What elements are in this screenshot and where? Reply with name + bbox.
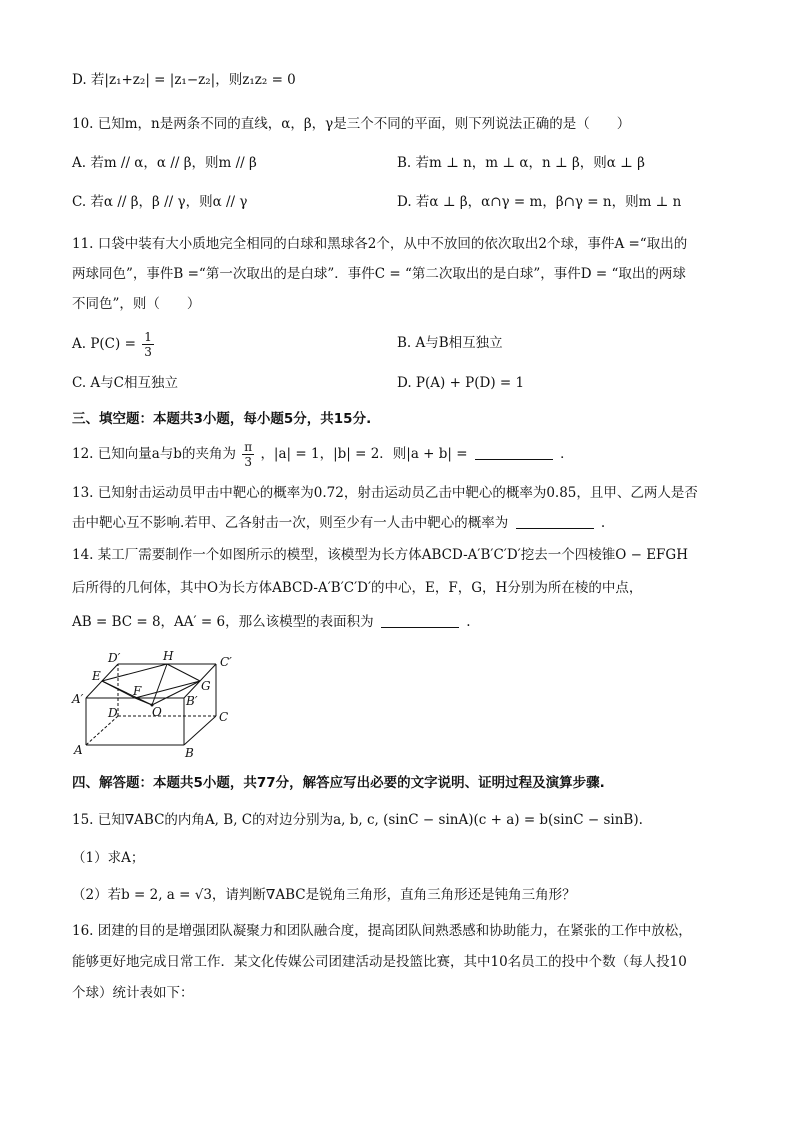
q14-line-2: 后所得的几何体，其中O为长方体ABCD-A′B′C′D′的中心，E，F，G，H分别为所在棱的中点，	[72, 580, 643, 596]
label-D: D	[108, 706, 118, 720]
q13-line-2	[72, 513, 605, 533]
edge-EH	[102, 664, 167, 681]
section-3-heading: 三、填空题：本题共3小题，每小题5分，共15分.	[72, 411, 372, 427]
q15-part-1: （1）求A；	[72, 850, 145, 866]
q13-answer-blank[interactable]	[516, 514, 594, 529]
q11-option-a	[72, 326, 156, 362]
q12-fraction	[242, 440, 254, 469]
q15-line-1: 15. 已知∇ABC的内角A, B, C的对边分别为a, b, c, (sinC − sinA)(c + a) = b(sinC − sinB).	[72, 812, 643, 828]
edge-HG	[167, 664, 200, 681]
label-O: O	[152, 705, 162, 719]
edge-DA	[86, 716, 118, 745]
q13-line-1: 13. 已知射击运动员甲击中靶心的概率为0.72，射击运动员乙击中靶心的概率为0.85，且甲、乙两人是否	[72, 485, 698, 501]
label-D1: D′	[108, 651, 121, 665]
label-A: A	[74, 743, 83, 757]
label-F: F	[133, 684, 142, 698]
q10-option-a: A. 若m // α，α // β，则m // β	[72, 155, 257, 171]
q14-line-3-text: AB = BC = 8，AA′ = 6，那么该模型的表面积为	[72, 614, 374, 630]
q12-end: ．	[560, 446, 574, 462]
label-C1: C′	[220, 655, 232, 669]
q11-a-denominator: 3	[144, 345, 152, 359]
label-E: E	[92, 669, 101, 683]
q11-option-b: B. A与B相互独立	[397, 335, 503, 351]
q16-line-1: 16. 团建的目的是增强团队凝聚力和团队融合度，提高团队间熟悉感和协助能力，在紧张的工作中放松，	[72, 923, 692, 939]
edge-FO	[135, 698, 152, 705]
q12-line	[72, 436, 574, 472]
label-G: G	[201, 679, 211, 693]
q16-line-2: 能够更好地完成日常工作．某文化传媒公司团建活动是投篮比赛，其中10名员工的投中个数（每人投10	[72, 954, 687, 970]
q13-end: .	[600, 515, 606, 531]
q12-prefix: 12. 已知向量a与b的夹角为	[72, 446, 236, 462]
q11-a-numerator: 1	[144, 330, 152, 344]
q11-option-d: D. P(A) + P(D) = 1	[397, 375, 525, 391]
label-H: H	[163, 649, 174, 663]
label-A1: A′	[72, 692, 84, 706]
q10-stem: 10. 已知m，n是两条不同的直线，α，β，γ是三个不同的平面，则下列说法正确的是（ ）	[72, 116, 631, 132]
q12-answer-blank[interactable]	[475, 445, 553, 460]
q12-denominator: 3	[244, 455, 253, 469]
q10-option-c: C. 若α // β，β // γ，则α // γ	[72, 194, 248, 210]
q14-answer-blank[interactable]	[381, 613, 459, 628]
q11-line-3: 不同色”，则（ ）	[72, 296, 201, 312]
q12-suffix: ，|a| = 1，|b| = 2．则|a + b| =	[260, 446, 468, 462]
q12-numerator: π	[244, 440, 253, 454]
edge-BC	[184, 716, 216, 745]
section-4-heading: 四、解答题：本题共5小题，共77分，解答应写出必要的文字说明、证明过程及演算步骤.	[72, 775, 605, 791]
q10-option-d: D. 若α ⊥ β，α∩γ = m，β∩γ = n，则m ⊥ n	[397, 194, 682, 210]
label-B1: B′	[186, 694, 198, 708]
q9-option-d: D. 若|z₁+z₂| = |z₁−z₂|，则z₁z₂ = 0	[72, 72, 296, 88]
q10-option-b: B. 若m ⊥ n，m ⊥ α，n ⊥ β，则α ⊥ β	[397, 155, 645, 171]
q14-line-1: 14. 某工厂需要制作一个如图所示的模型，该模型为长方体ABCD-A′B′C′D′挖去一个四棱锥O − EFGH	[72, 547, 688, 563]
label-B: B	[185, 746, 194, 758]
q16-line-3: 个球）统计表如下：	[72, 985, 194, 1001]
label-C: C	[219, 710, 229, 724]
q14-line-3	[72, 612, 471, 632]
q11-line-2: 两球同色”，事件B =“第一次取出的是白球”．事件C = “第二次取出的是白球”，事件D = “取出的两球	[72, 266, 686, 282]
q13-line-2-text: 击中靶心互不影响.若甲、乙各射击一次，则至少有一人击中靶心的概率为	[72, 515, 509, 531]
q11-option-c: C. A与C相互独立	[72, 375, 179, 391]
q11-a-prefix: A. P(C) =	[72, 336, 136, 352]
q14-end: .	[466, 614, 471, 630]
q15-part-2: （2）若b = 2, a = √3，请判断∇ABC是锐角三角形，直角三角形还是钝角三角形？	[72, 887, 576, 903]
q11-a-fraction	[142, 330, 154, 359]
q11-line-1: 11. 口袋中装有大小质地完全相同的白球和黑球各2个，从中不放回的依次取出2个球，事件A =“取出的	[72, 236, 688, 252]
cuboid-figure	[70, 648, 240, 758]
